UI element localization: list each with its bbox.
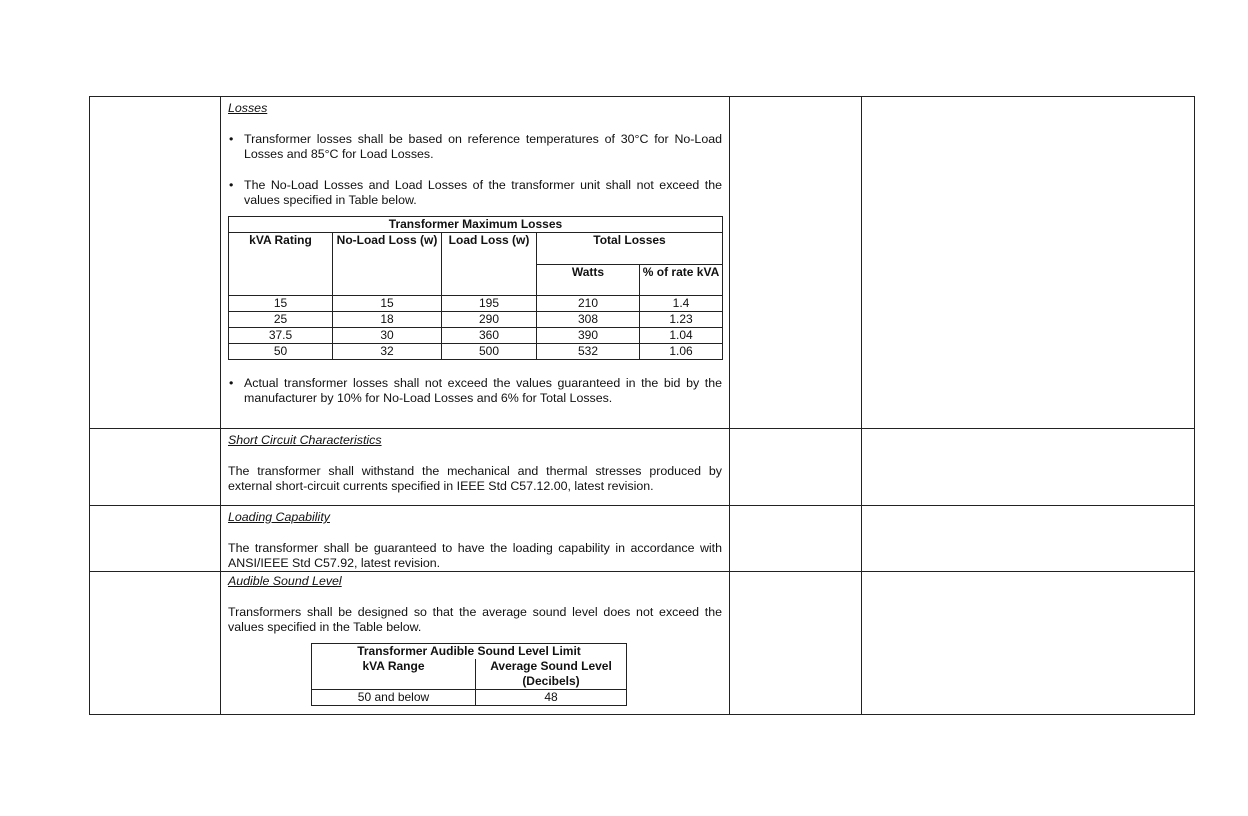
col-pct-rate: % of rate kVA: [640, 264, 723, 296]
cell-watts: 390: [537, 328, 640, 344]
row-label-cell: [90, 506, 221, 572]
cell-sound-level: 48: [476, 690, 627, 706]
cell-noload: 15: [333, 296, 442, 312]
loading-heading: Loading Capability: [228, 510, 330, 524]
sound-level-table: [311, 643, 627, 706]
sound-text: Transformers shall be designed so that the average sound level does not exceed the values specified in the Table below.: [228, 605, 722, 634]
cell-kva: 15: [229, 296, 333, 312]
row-label-cell: [90, 429, 221, 506]
sound-row: [90, 572, 1195, 715]
cell-kva: 37.5: [229, 328, 333, 344]
max-losses-table: [228, 216, 723, 360]
bullet-loss-limits: • The No-Load Losses and Load Losses of the transformer unit shall not exceed the values specified in Table below.: [228, 178, 722, 208]
cell-load: 290: [442, 312, 537, 328]
cell-pct: 1.4: [640, 296, 723, 312]
cell-kva: 50: [229, 344, 333, 360]
blank-cell: [730, 506, 862, 572]
loading-row: [90, 506, 1195, 572]
cell-pct: 1.04: [640, 328, 723, 344]
blank-cell: [730, 429, 862, 506]
losses-heading: Losses: [228, 101, 268, 115]
cell-pct: 1.23: [640, 312, 723, 328]
blank-cell: [862, 506, 1195, 572]
loading-text: The transformer shall be guaranteed to have the loading capability in accordance with ANSI/IEEE Std C57.92, latest revision.: [228, 541, 722, 570]
cell-load: 500: [442, 344, 537, 360]
sound-table-title: Transformer Audible Sound Level Limit: [312, 644, 627, 660]
table-row: [229, 328, 723, 344]
blank-cell: [730, 572, 862, 715]
losses-bullets-3: [228, 376, 722, 406]
col-no-load-loss: No-Load Loss (w): [333, 233, 442, 296]
max-losses-title: Transformer Maximum Losses: [229, 217, 723, 233]
row-label-cell: [90, 97, 221, 429]
losses-bullets-2: [228, 178, 722, 208]
col-watts: Watts: [537, 264, 640, 296]
losses-row: [90, 97, 1195, 429]
losses-content: [221, 97, 730, 429]
short-circuit-content: [221, 429, 730, 506]
spec-table: [89, 96, 1195, 715]
cell-watts: 532: [537, 344, 640, 360]
short-circuit-heading: Short Circuit Characteristics: [228, 433, 382, 447]
blank-cell: [862, 97, 1195, 429]
cell-load: 195: [442, 296, 537, 312]
cell-noload: 32: [333, 344, 442, 360]
cell-load: 360: [442, 328, 537, 344]
bullet-reference-temperatures: • Transformer losses shall be based on reference temperatures of 30°C for No-Load Losses and 85°C for Load Losses.: [228, 132, 722, 162]
loading-content: [221, 506, 730, 572]
blank-cell: [862, 572, 1195, 715]
col-load-loss: Load Loss (w): [442, 233, 537, 296]
short-circuit-row: [90, 429, 1195, 506]
table-row: [312, 690, 627, 706]
losses-bullets: [228, 132, 722, 162]
cell-noload: 18: [333, 312, 442, 328]
sound-content: [221, 572, 730, 715]
short-circuit-text: The transformer shall withstand the mechanical and thermal stresses produced by external short-circuit currents specified in IEEE Std C57.12.00, latest revision.: [228, 464, 722, 493]
blank-cell: [862, 429, 1195, 506]
row-label-cell: [90, 572, 221, 715]
table-row: [229, 344, 723, 360]
cell-pct: 1.06: [640, 344, 723, 360]
table-row: [229, 312, 723, 328]
bullet-guaranteed-losses: • Actual transformer losses shall not exceed the values guaranteed in the bid by the manufacturer by 10% for No-Load Losses and 6% for Total Losses.: [228, 376, 722, 406]
cell-watts: 210: [537, 296, 640, 312]
blank-cell: [730, 97, 862, 429]
cell-kva: 25: [229, 312, 333, 328]
col-kva-rating: kVA Rating: [229, 233, 333, 296]
cell-watts: 308: [537, 312, 640, 328]
sound-heading: Audible Sound Level: [228, 574, 342, 588]
cell-noload: 30: [333, 328, 442, 344]
col-total-losses: Total Losses: [537, 233, 723, 265]
cell-kva-range: 50 and below: [312, 690, 476, 706]
col-average-sound-level: Average Sound Level (Decibels): [476, 659, 627, 690]
col-kva-range: kVA Range: [312, 659, 476, 690]
table-row: [229, 296, 723, 312]
